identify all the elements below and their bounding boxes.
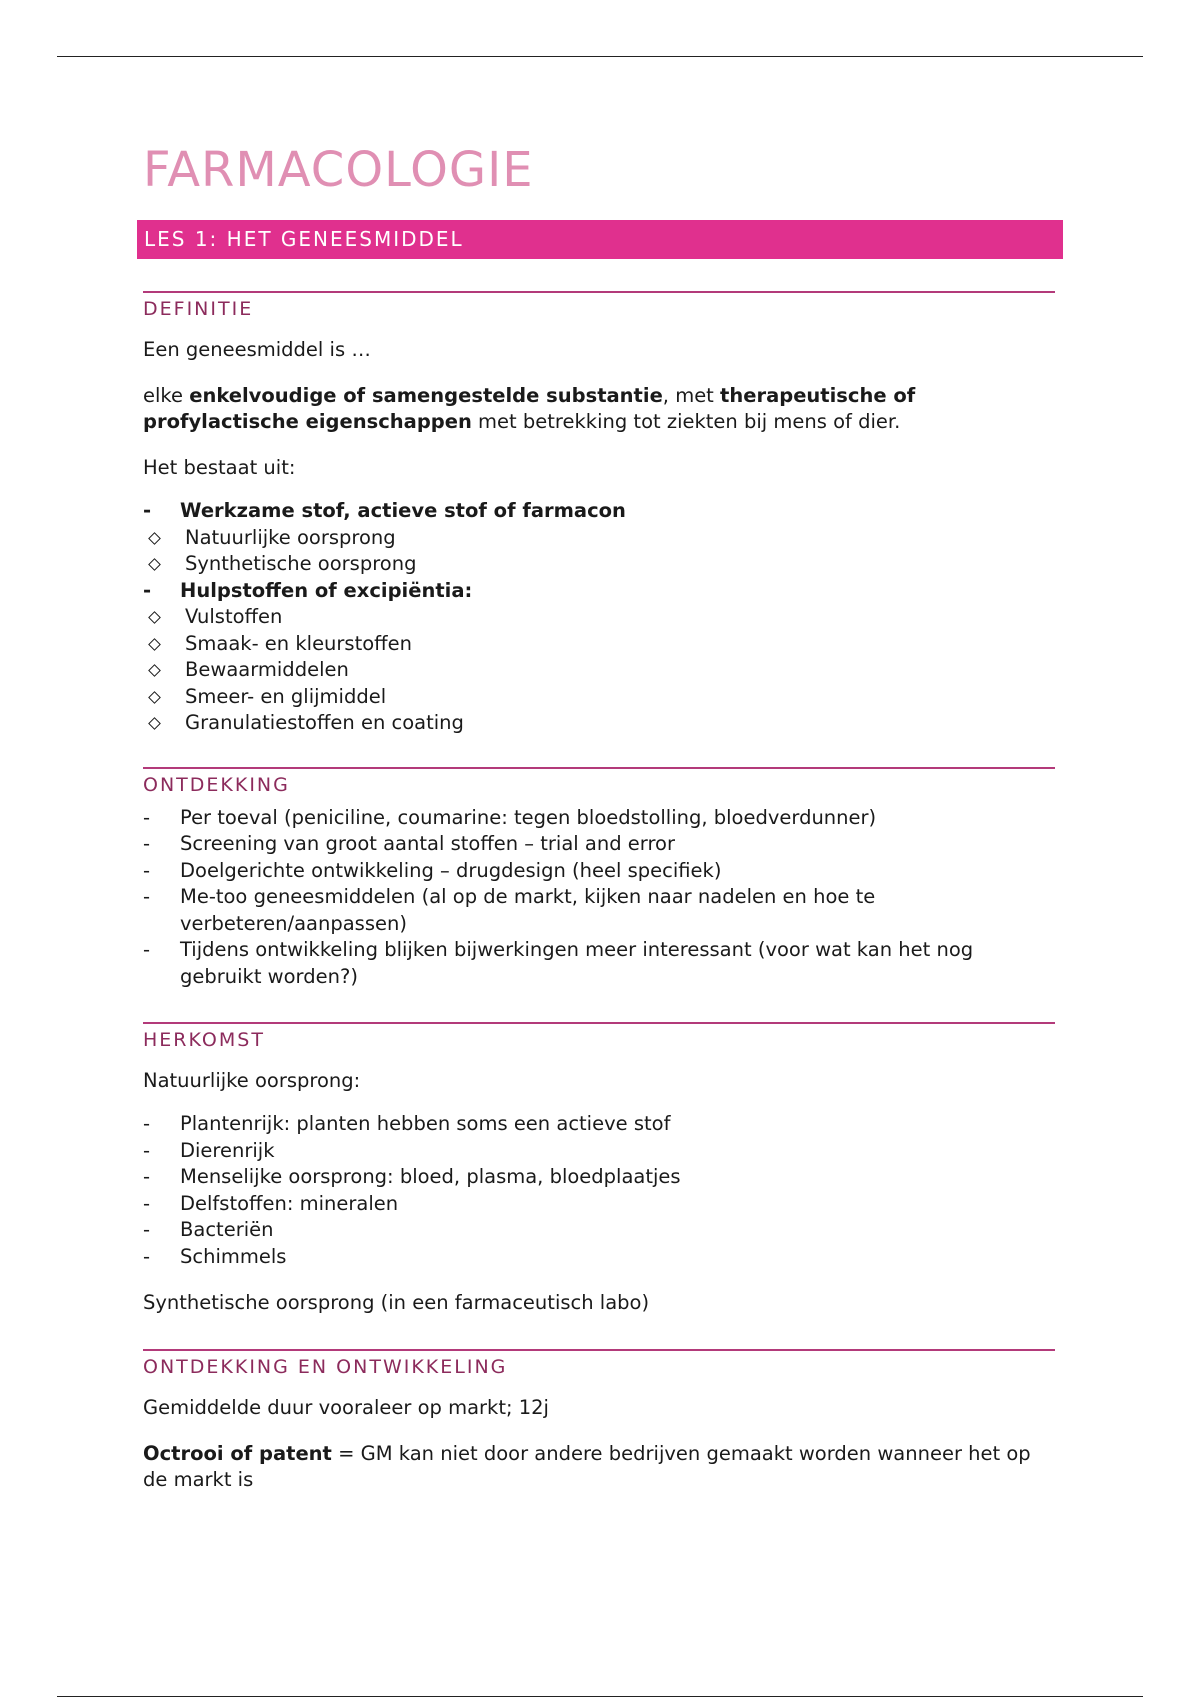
list-item-text: Menselijke oorsprong: bloed, plasma, bloedplaatjes [180, 1165, 681, 1188]
list-item [143, 1138, 1058, 1165]
synthetic-origin: Synthetische oorsprong (in een farmaceutisch labo) [143, 1291, 650, 1314]
sub-list [143, 604, 1058, 737]
bold-term: therapeutische of profylactische eigenschappen [143, 384, 916, 433]
list-item-label: Werkzame stof, actieve stof of farmacon [180, 499, 626, 522]
discovery-list [143, 805, 1058, 991]
sub-list-item [143, 710, 1058, 737]
text-span: met betrekking tot ziekten bij mens of dier. [471, 410, 901, 433]
list-item [143, 498, 1058, 578]
section-heading: ONTDEKKING [143, 767, 1055, 797]
lesson-heading: LES 1: HET GENEESMIDDEL [137, 220, 1063, 259]
dash-bullet: - [143, 885, 151, 908]
list-item-text: Tijdens ontwikkeling blijken bijwerkingen meer interessant (voor wat kan het nog gebruikt worden?) [180, 938, 974, 988]
diamond-bullet-icon [148, 691, 161, 704]
dash-bullet: - [143, 805, 151, 829]
section-ontwikkeling [143, 1349, 1058, 1493]
dash-bullet: - [143, 1112, 151, 1135]
text-span: , met [662, 384, 721, 407]
dash-bullet: - [143, 858, 151, 882]
section-ontdekking [143, 767, 1058, 991]
definition-intro: Een geneesmiddel is … [143, 338, 371, 361]
dash-bullet: - [143, 1138, 151, 1162]
list-item-text: Dierenrijk [180, 1138, 275, 1162]
sub-item-text: Bewaarmiddelen [185, 658, 349, 681]
list-item [143, 1191, 1058, 1218]
list-item [143, 1164, 1058, 1191]
sub-list-item [143, 657, 1058, 684]
diamond-bullet-icon [148, 638, 161, 651]
diamond-bullet-icon [148, 717, 161, 730]
list-item [143, 884, 1058, 937]
patent-definition [143, 1441, 1058, 1493]
list-item-text: Delfstoffen: mineralen [180, 1191, 399, 1215]
sub-list-item [143, 684, 1058, 711]
average-duration: Gemiddelde duur vooraleer op markt; 12j [143, 1396, 549, 1419]
sub-list-item [143, 525, 1058, 552]
definition-text [143, 383, 1058, 435]
sub-list [143, 525, 1058, 578]
diamond-bullet-icon [148, 558, 161, 571]
text-span: elke [143, 384, 190, 407]
list-item [143, 1217, 1058, 1244]
list-item [143, 831, 1058, 858]
dash-bullet: - [143, 1191, 151, 1215]
list-item-text: Doelgerichte ontwikkeling – drugdesign (heel specifiek) [180, 858, 722, 882]
list-item-text: Plantenrijk: planten hebben soms een actieve stof [180, 1112, 671, 1135]
list-item [143, 805, 1058, 832]
sub-item-text: Smeer- en glijmiddel [185, 684, 387, 708]
bold-term: Octrooi of patent [143, 1442, 332, 1465]
section-heading: HERKOMST [143, 1022, 1055, 1052]
sub-item-text: Smaak- en kleurstoffen [185, 631, 412, 655]
sub-list-item [143, 604, 1058, 631]
origin-list [143, 1111, 1058, 1270]
page-bottom-rule [57, 1696, 1143, 1697]
dash-bullet: - [143, 938, 151, 961]
sub-list-item [143, 551, 1058, 578]
composition-intro: Het bestaat uit: [143, 456, 296, 479]
dash-bullet: - [143, 832, 151, 855]
dash-bullet: - [143, 578, 152, 602]
list-item-text: Me-too geneesmiddelen (al op de markt, kijken naar nadelen en hoe te verbeteren/aanpassen) [180, 885, 876, 935]
dash-bullet: - [143, 499, 152, 522]
section-heading: DEFINITIE [143, 291, 1055, 321]
composition-list [143, 498, 1058, 737]
list-item [143, 578, 1058, 737]
diamond-bullet-icon [148, 532, 161, 545]
list-item-text: Schimmels [180, 1244, 287, 1268]
sub-item-text: Granulatiestoffen en coating [185, 711, 464, 734]
sub-item-text: Vulstoffen [185, 605, 283, 628]
document-body [143, 140, 1058, 1493]
section-heading: ONTDEKKING EN ONTWIKKELING [143, 1349, 1055, 1379]
list-item-label: Hulpstoffen of excipiëntia: [180, 578, 473, 602]
list-item [143, 1111, 1058, 1138]
list-item-text: Bacteriën [180, 1218, 274, 1241]
bold-term: enkelvoudige of samengestelde substantie [189, 384, 663, 407]
page-top-rule [57, 56, 1143, 57]
sub-item-text: Natuurlijke oorsprong [185, 525, 396, 549]
dash-bullet: - [143, 1165, 151, 1188]
origin-intro: Natuurlijke oorsprong: [143, 1069, 361, 1092]
list-item-text: Per toeval (peniciline, coumarine: tegen bloedstolling, bloedverdunner) [180, 805, 877, 829]
diamond-bullet-icon [148, 664, 161, 677]
list-item [143, 937, 1058, 990]
sub-list-item [143, 631, 1058, 658]
dash-bullet: - [143, 1218, 151, 1241]
list-item [143, 858, 1058, 885]
list-item-text: Screening van groot aantal stoffen – trial and error [180, 832, 675, 855]
section-definitie [143, 291, 1058, 737]
dash-bullet: - [143, 1244, 151, 1268]
document-title: FARMACOLOGIE [143, 142, 534, 198]
sub-item-text: Synthetische oorsprong [185, 552, 417, 575]
text-span: = GM kan niet door andere bedrijven gemaakt worden wanneer het op de markt is [143, 1442, 1031, 1491]
list-item [143, 1244, 1058, 1271]
diamond-bullet-icon [148, 611, 161, 624]
section-herkomst [143, 1022, 1058, 1316]
